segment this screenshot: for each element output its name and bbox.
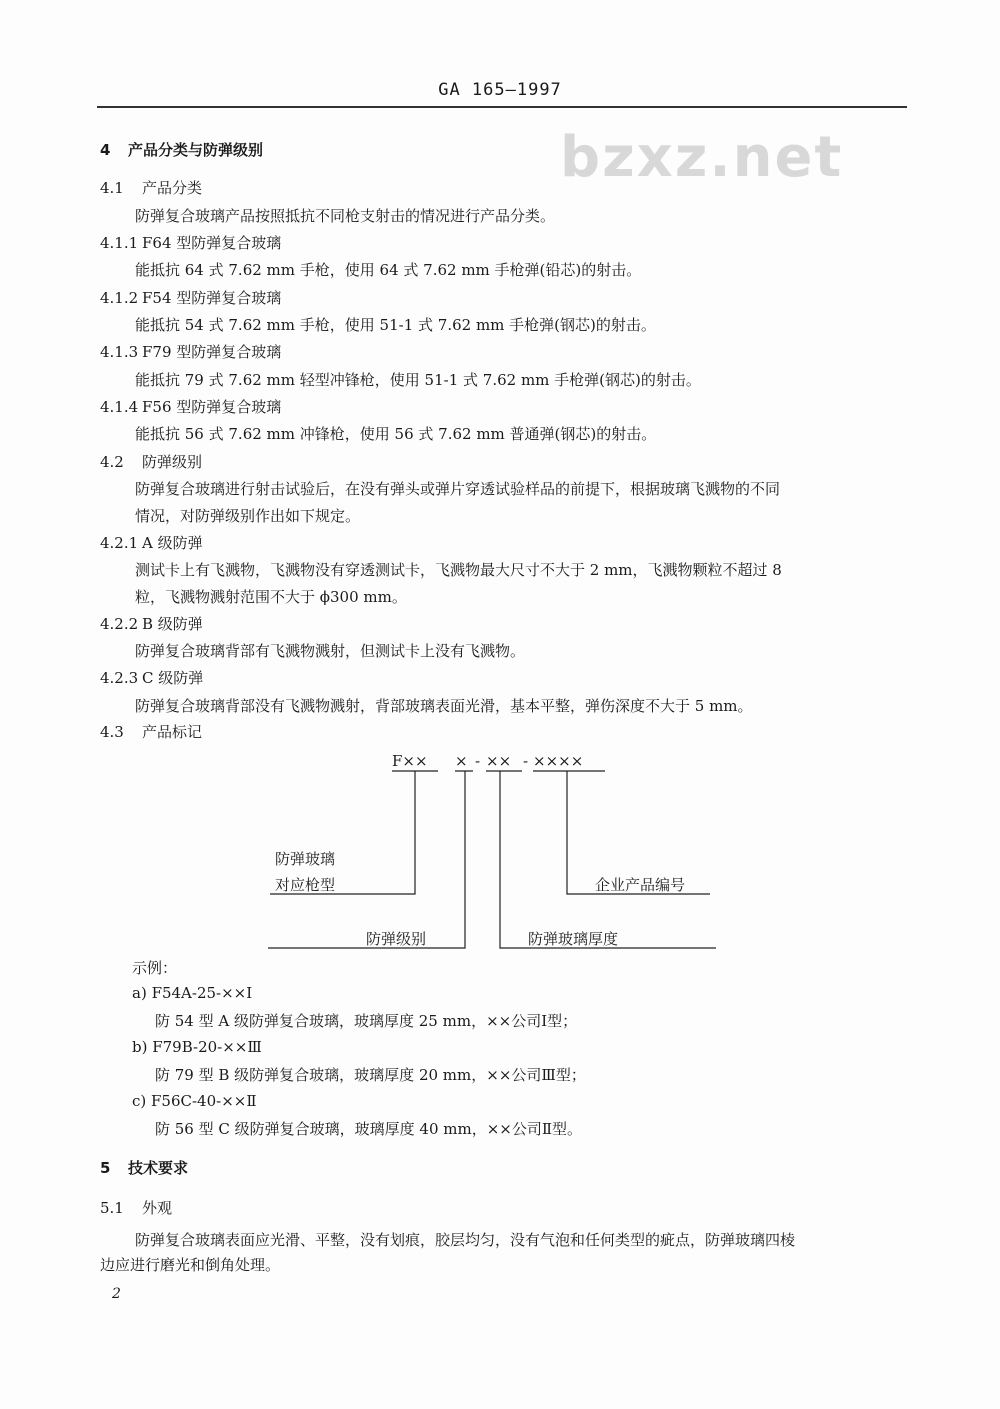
paragraph: 能抵抗 79 式 7.62 mm 轻型冲锋枪，使用 51-1 式 7.62 mm 手枪弹(钢芯)的射击。 (135, 371, 701, 389)
code-dash: - (475, 752, 481, 770)
section-5-1-heading (100, 1198, 172, 1218)
code-dash: - (523, 752, 529, 770)
section-number: 4.1.1 (100, 234, 139, 252)
label-company-number: 企业产品编号 (595, 876, 686, 894)
section-number: 4.1.3 (100, 343, 139, 361)
section-title: A 级防弹 (142, 534, 203, 552)
label-thickness: 防弹玻璃厚度 (528, 930, 619, 948)
paragraph: 防弹复合玻璃背部没有飞溅物溅射，背部玻璃表面光滑，基本平整，弹伤深度不大于 5 mm。 (135, 697, 753, 715)
label-gun-line1: 防弹玻璃 (275, 850, 336, 868)
section-title: B 级防弹 (142, 615, 203, 633)
example-code: b) F79B-20-××Ⅲ (132, 1038, 262, 1056)
diagram-lines (268, 771, 716, 948)
paragraph-continued: 粒，飞溅物溅射范围不大于 ϕ300 mm。 (135, 588, 407, 606)
paragraph: 能抵抗 54 式 7.62 mm 手枪，使用 51-1 式 7.62 mm 手枪弹(钢芯)的射击。 (135, 316, 656, 334)
standard-code-header: GA 165—1997 (438, 80, 562, 100)
example-code: a) F54A-25-××Ⅰ (132, 984, 253, 1002)
section-title: F79 型防弹复合玻璃 (142, 343, 282, 361)
section-number: 4.1.2 (100, 289, 139, 307)
paragraph: 能抵抗 56 式 7.62 mm 冲锋枪，使用 56 式 7.62 mm 普通弹(钢芯)的射击。 (135, 425, 657, 443)
paragraph: 能抵抗 64 式 7.62 mm 手枪，使用 64 式 7.62 mm 手枪弹(铅芯)的射击。 (135, 261, 642, 279)
watermark: bzxz.net (560, 125, 844, 190)
code-level: × (455, 752, 468, 770)
code-company: ×××× (533, 752, 584, 770)
section-number: 4 (100, 141, 111, 159)
paragraph: 防弹复合玻璃产品按照抵抗不同枪支射击的情况进行产品分类。 (135, 207, 556, 225)
example-code: c) F56C-40-××Ⅱ (132, 1092, 257, 1110)
section-title: F64 型防弹复合玻璃 (142, 234, 282, 252)
paragraph-continued: 边应进行磨光和倒角处理。 (100, 1256, 281, 1274)
section-title: 产品分类与防弹级别 (128, 141, 264, 159)
section-title: F56 型防弹复合玻璃 (142, 398, 282, 416)
section-number: 4.1.4 (100, 398, 139, 416)
section-number: 4.1 (100, 179, 124, 197)
section-number: 4.2 (100, 453, 124, 471)
section-title: 技术要求 (128, 1159, 189, 1177)
section-number: 4.2.2 (100, 615, 139, 633)
section-number: 4.2.1 (100, 534, 139, 552)
section-number: 5 (100, 1159, 111, 1177)
section-title: 产品分类 (142, 179, 203, 197)
label-gun-line2: 对应枪型 (275, 876, 336, 894)
section-number: 4.3 (100, 723, 124, 741)
code-thickness: ×× (486, 752, 512, 770)
section-number: 5.1 (100, 1199, 124, 1217)
example-description: 防 54 型 A 级防弹复合玻璃，玻璃厚度 25 mm，××公司Ⅰ型； (155, 1012, 578, 1030)
page-number: 2 (112, 1286, 121, 1302)
example-description: 防 79 型 B 级防弹复合玻璃，玻璃厚度 20 mm，××公司Ⅲ型； (155, 1066, 586, 1084)
section-title: F54 型防弹复合玻璃 (142, 289, 282, 307)
paragraph: 防弹复合玻璃表面应光滑、平整，没有划痕，胶层均匀，没有气泡和任何类型的疵点，防弹玻璃四棱 (135, 1231, 796, 1249)
section-number: 4.2.3 (100, 669, 139, 687)
section-title: 外观 (142, 1199, 173, 1217)
example-description: 防 56 型 C 级防弹复合玻璃，玻璃厚度 40 mm，××公司Ⅱ型。 (155, 1120, 583, 1138)
examples-title: 示例： (132, 959, 178, 977)
section-title: 防弹级别 (142, 453, 203, 471)
paragraph: 测试卡上有飞溅物，飞溅物没有穿透测试卡，飞溅物最大尺寸不大于 2 mm，飞溅物颗粒不超过 8 (135, 561, 782, 579)
section-5-heading (100, 1158, 188, 1178)
label-level: 防弹级别 (366, 930, 427, 948)
code-gun-type: F×× (392, 752, 428, 770)
section-title: 产品标记 (142, 723, 203, 741)
paragraph: 防弹复合玻璃进行射击试验后，在没有弹头或弹片穿透试验样品的前提下，根据玻璃飞溅物的不同 (135, 480, 781, 498)
paragraph-continued: 情况，对防弹级别作出如下规定。 (135, 507, 361, 525)
paragraph: 防弹复合玻璃背部有飞溅物溅射，但测试卡上没有飞溅物。 (135, 642, 526, 660)
section-title: C 级防弹 (142, 669, 204, 687)
